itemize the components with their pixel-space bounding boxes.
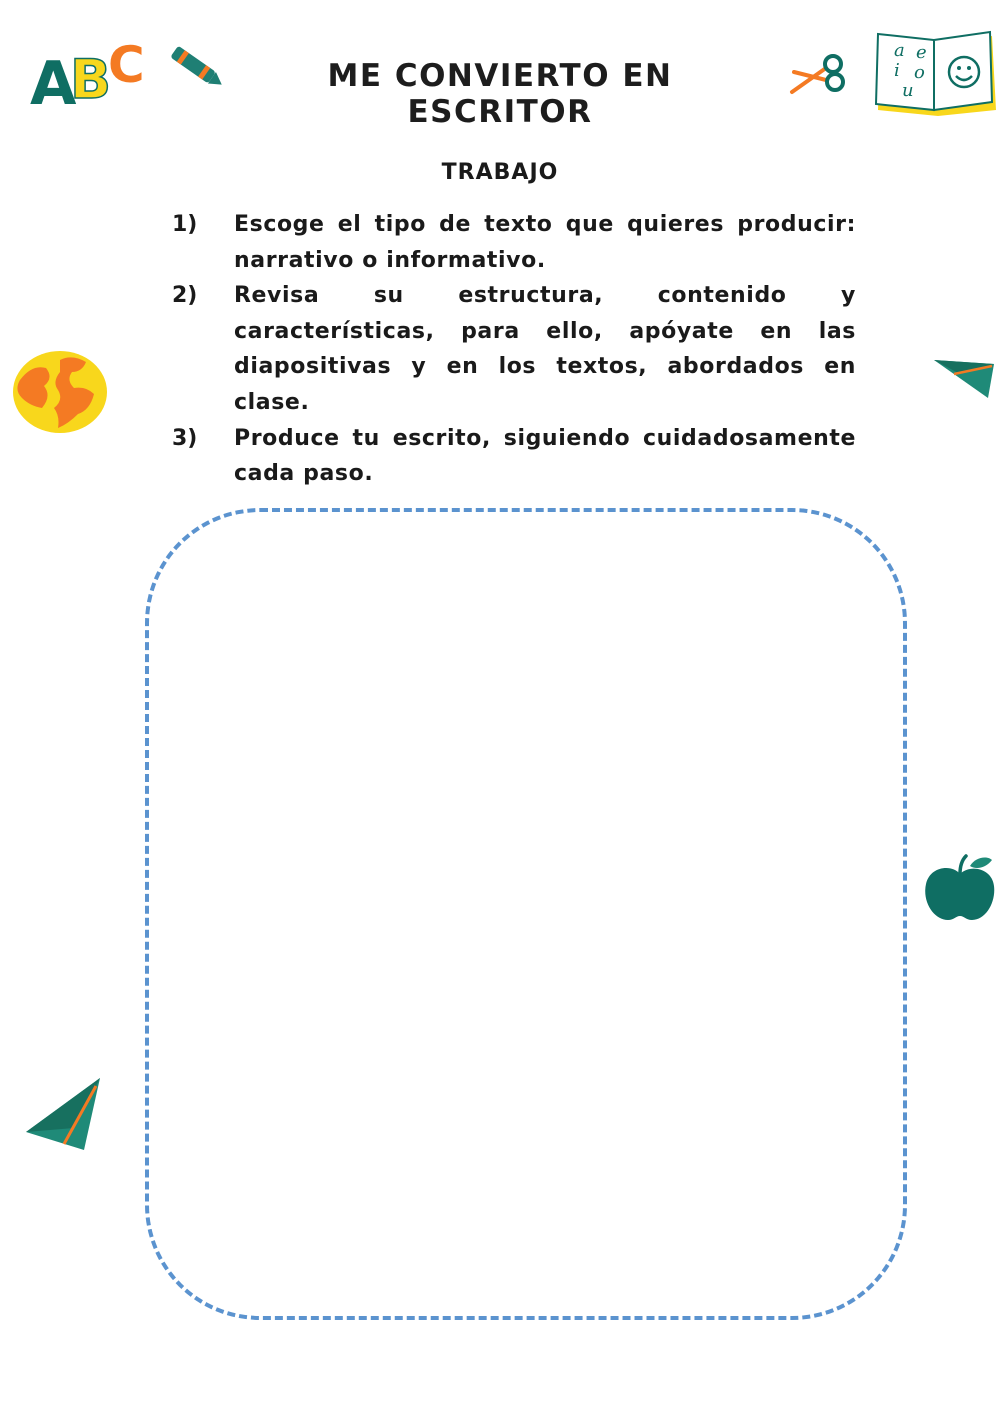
section-title: TRABAJO <box>441 160 559 185</box>
step-item <box>172 421 856 492</box>
page-title: ME CONVIERTO EN ESCRITOR <box>327 58 673 130</box>
scissors-icon <box>788 50 850 98</box>
step-number: 2) <box>172 283 198 309</box>
apple-icon <box>922 852 998 922</box>
paper-plane-icon <box>932 356 996 402</box>
abc-letter-a: A <box>30 49 77 119</box>
writing-area[interactable] <box>145 508 907 1320</box>
notebook-letter-o: o <box>914 62 925 83</box>
step-item <box>172 278 856 420</box>
notebook-letter-i: i <box>894 60 900 81</box>
step-text: Produce tu escrito, siguiendo cuidadosamente cada paso. <box>234 425 856 487</box>
step-item <box>172 207 856 278</box>
steps-list <box>172 207 856 492</box>
notebook-letter-e: e <box>916 42 927 63</box>
globe-icon <box>12 350 108 434</box>
abc-letter-b: B <box>70 48 112 111</box>
step-text: Escoge el tipo de texto que quieres producir: narrativo o informativo. <box>234 212 856 273</box>
abc-letter-c: C <box>108 36 145 94</box>
abc-icon <box>28 36 148 119</box>
paper-plane-icon <box>24 1076 104 1156</box>
step-number: 3) <box>172 425 198 451</box>
crayon-icon <box>165 42 231 94</box>
step-number: 1) <box>172 212 198 237</box>
step-text: Revisa su estructura, contenido y características, para ello, apóyate en las diapositivas y en los textos, abordados en clase. <box>234 283 856 415</box>
notebook-icon <box>872 30 1000 122</box>
notebook-letter-u: u <box>902 80 914 101</box>
notebook-letter-a: a <box>894 40 905 61</box>
